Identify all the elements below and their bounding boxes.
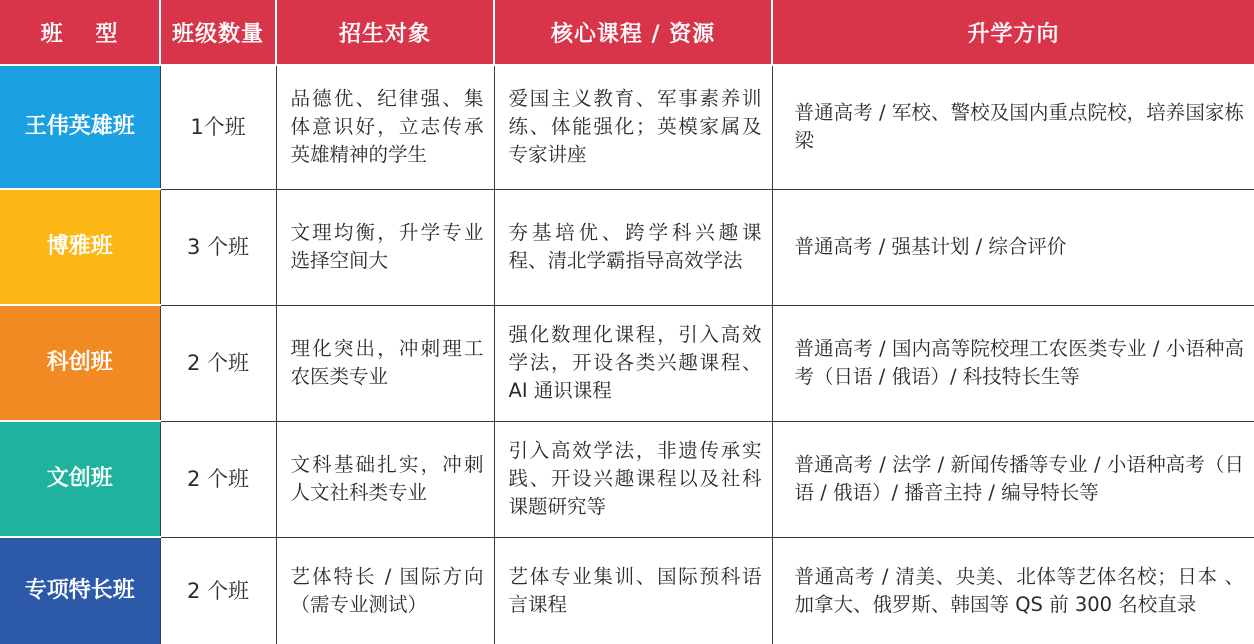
direction-cell: 普通高考 / 国内高等院校理工农医类专业 / 小语种高考（日语 / 俄语）/ 科技特长生等 [772,305,1254,421]
courses-cell: 爱国主义教育、军事素养训练、体能强化；英模家属及专家讲座 [494,65,772,189]
table-row [0,421,1254,537]
courses-cell: 艺体专业集训、国际预科语言课程 [494,537,772,644]
class-name-cell: 科创班 [0,305,160,421]
header-target: 招生对象 [276,0,494,65]
class-name-cell: 文创班 [0,421,160,537]
table-row [0,537,1254,644]
class-name-cell: 专项特长班 [0,537,160,644]
class-name-cell: 王伟英雄班 [0,65,160,189]
target-cell: 文理均衡，升学专业选择空间大 [276,189,494,305]
courses-cell: 引入高效学法，非遗传承实践、开设兴趣课程以及社科课题研究等 [494,421,772,537]
class-count-cell: 2 个班 [160,305,276,421]
class-count-cell: 1个班 [160,65,276,189]
target-cell: 理化突出，冲刺理工农医类专业 [276,305,494,421]
target-cell: 品德优、纪律强、集体意识好，立志传承英雄精神的学生 [276,65,494,189]
header-courses: 核心课程 / 资源 [494,0,772,65]
courses-cell: 夯基培优、跨学科兴趣课程、清北学霸指导高效学法 [494,189,772,305]
class-count-cell: 2 个班 [160,421,276,537]
direction-cell: 普通高考 / 法学 / 新闻传播等专业 / 小语种高考（日语 / 俄语）/ 播音主持 / 编导特长等 [772,421,1254,537]
header-class-type: 班 型 [0,0,160,65]
header-direction: 升学方向 [772,0,1254,65]
target-cell: 文科基础扎实，冲刺人文社科类专业 [276,421,494,537]
class-count-cell: 3 个班 [160,189,276,305]
direction-cell: 普通高考 / 清美、央美、北体等艺体名校；日本 、加拿大、俄罗斯、韩国等 QS 前 300 名校直录 [772,537,1254,644]
header-class-count: 班级数量 [160,0,276,65]
class-count-cell: 2 个班 [160,537,276,644]
table-header-row [0,0,1254,65]
target-cell: 艺体特长 / 国际方向（需专业测试） [276,537,494,644]
table-row [0,305,1254,421]
direction-cell: 普通高考 / 强基计划 / 综合评价 [772,189,1254,305]
class-name-cell: 博雅班 [0,189,160,305]
table-row [0,65,1254,189]
table-row [0,189,1254,305]
courses-cell: 强化数理化课程，引入高效学法，开设各类兴趣课程、AI 通识课程 [494,305,772,421]
direction-cell: 普通高考 / 军校、警校及国内重点院校，培养国家栋梁 [772,65,1254,189]
